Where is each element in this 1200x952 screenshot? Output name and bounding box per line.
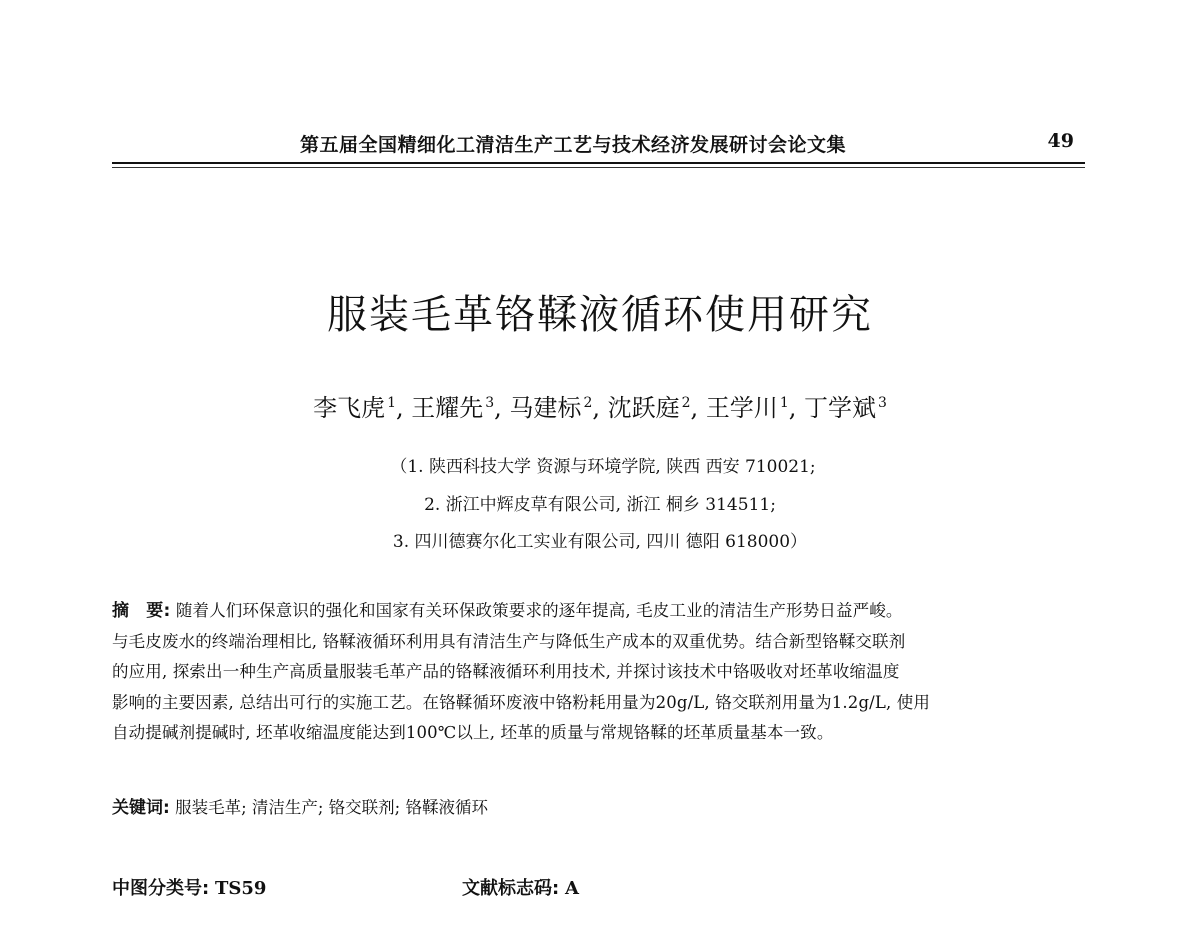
author-name: 沈跃庭 <box>607 394 680 422</box>
author <box>804 394 887 422</box>
author-affil-mark: 1 <box>387 395 396 411</box>
author <box>411 394 494 422</box>
keywords-label: 关键词: <box>112 798 170 818</box>
abstract-line: 影响的主要因素, 总结出可行的实施工艺。在铬鞣循环废液中铬粉耗用量为20g/L, 铬交联剂用量为1.2g/L, 使用 <box>112 692 931 712</box>
author <box>706 394 789 422</box>
author <box>509 394 592 422</box>
author <box>608 394 691 422</box>
clc-label: 中图分类号: <box>112 878 210 899</box>
author <box>313 394 396 422</box>
abstract <box>112 596 1087 749</box>
abstract-line <box>112 596 1087 627</box>
doc-code-value: A <box>564 878 579 899</box>
affiliation-1: （1. 陕西科技大学 资源与环境学院, 陕西 西安 710021; <box>390 457 816 477</box>
clc-number <box>112 874 266 900</box>
page-number: 49 <box>1047 130 1074 152</box>
author-name: 李飞虎 <box>313 394 386 422</box>
author-affil-mark: 3 <box>485 395 495 411</box>
author-affil-mark: 2 <box>583 395 593 411</box>
abstract-text: 随着人们环保意识的强化和国家有关环保政策要求的逐年提高, 毛皮工业的清洁生产形势日益严峻。 <box>175 601 903 620</box>
paper-title: 服装毛革铬鞣液循环使用研究 <box>327 292 873 338</box>
abstract-label: 摘 要: <box>112 601 171 621</box>
author-name: 丁学斌 <box>804 394 876 422</box>
abstract-line: 自动提碱剂提碱时, 坯革收缩温度能达到100℃以上, 坯革的质量与常规铬鞣的坯革质量基本一致。 <box>112 723 834 742</box>
clc-value: TS59 <box>214 878 267 899</box>
author-list: 李飞虎 $^1$, 王耀先 $^3$, 马建标 $^2$, 沈跃庭 $^2$, 王学川 $^1$, 丁学斌 $^3$ <box>313 394 887 422</box>
abstract-line: 与毛皮废水的终端治理相比, 铬鞣液循环利用具有清洁生产与降低生产成本的双重优势。结合新型铬鞣交联剂 <box>112 631 906 651</box>
keywords-text: 服装毛革; 清洁生产; 铬交联剂; 铬鞣液循环 <box>175 798 488 817</box>
header-rule-thick <box>112 162 1085 164</box>
doc-code-label: 文献标志码: <box>462 878 560 899</box>
keywords <box>112 793 488 818</box>
running-header <box>112 130 1084 160</box>
abstract-line: 的应用, 探索出一种生产高质量服装毛革产品的铬鞣液循环利用技术, 并探讨该技术中铬吸收对坯革收缩温度 <box>112 662 900 681</box>
running-title: 第五届全国精细化工清洁生产工艺与技术经济发展研讨会论文集 <box>300 134 847 156</box>
author-affil-mark: 2 <box>681 395 691 411</box>
author-affil-mark: 3 <box>878 395 887 411</box>
affiliation-3: 3. 四川德赛尔化工实业有限公司, 四川 德阳 618000） <box>392 532 808 552</box>
author-affil-mark: 1 <box>779 395 789 411</box>
affiliation-2: 2. 浙江中辉皮草有限公司, 浙江 桐乡 314511; <box>424 495 776 515</box>
header-rule-thin <box>112 167 1085 168</box>
author-name: 马建标 <box>509 394 582 422</box>
author-name: 王耀先 <box>411 394 484 422</box>
author-name: 王学川 <box>705 394 778 422</box>
document-code <box>462 874 579 900</box>
